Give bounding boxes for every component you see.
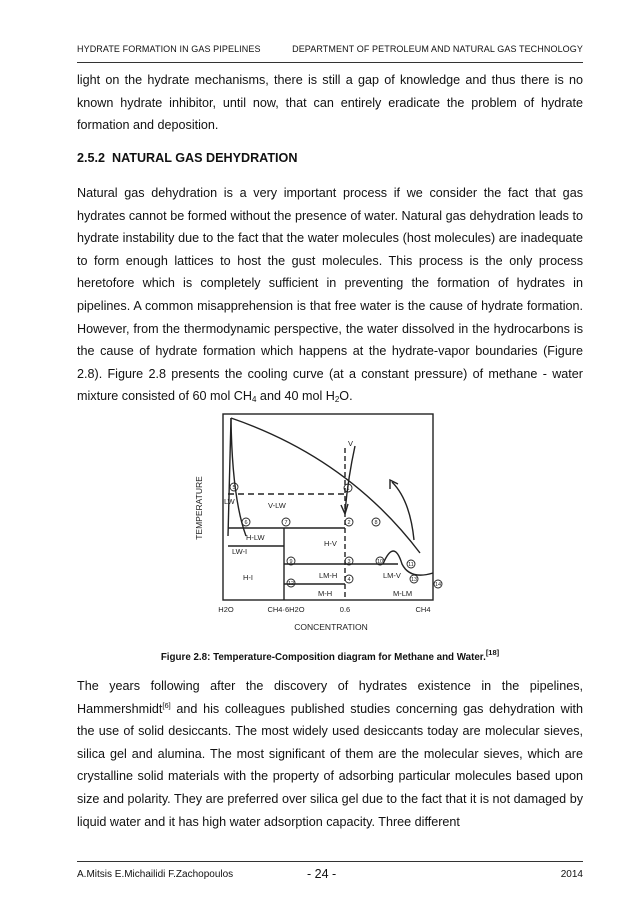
intro-paragraph: light on the hydrate mechanisms, there is still a gap of knowledge and thus there is no known hydrate inhibitor, until now, that can entirely eradicate the problem of hydrate formation and deposition. [77, 73, 583, 133]
region-label-h-i: H-I [243, 573, 253, 582]
region-label-h-v: H-V [324, 539, 337, 548]
region-label-v-lw: V-LW [268, 501, 286, 510]
paragraph1-sub-h2o: 2 [334, 395, 340, 405]
region-label-lw: LW [224, 497, 235, 506]
region-label-lw-i: LW-I [232, 547, 248, 556]
x-tick-0-6: 0.6 [339, 605, 351, 614]
svg-text:4: 4 [347, 577, 351, 583]
region-label-v: V [348, 439, 354, 448]
section-title: NATURAL GAS DEHYDRATION [112, 151, 298, 165]
section-heading [77, 151, 297, 165]
header-left: HYDRATE FORMATION IN GAS PIPELINES [77, 44, 261, 54]
caption-reference: [18] [485, 648, 500, 657]
point-9 [287, 557, 295, 565]
footer-authors: A.Mitsis E.Michailidi F.Zachopoulos [77, 869, 234, 880]
svg-text:3: 3 [347, 559, 351, 565]
svg-text:13: 13 [410, 577, 418, 583]
point-13 [410, 575, 418, 583]
region-label-m-h: M-H [318, 589, 333, 598]
region-label-h-lw: H-LW [246, 533, 265, 542]
header-rule [77, 62, 583, 63]
svg-text:5: 5 [232, 485, 236, 491]
page-footer [77, 868, 583, 884]
svg-text:8: 8 [374, 520, 378, 526]
paragraph2-text-a: The years following after the discovery of hydrates existence in the pipelines, Hammershmidt [77, 679, 583, 716]
footer-rule [77, 861, 583, 862]
point-10 [376, 557, 384, 565]
page-header [77, 44, 583, 58]
x-tick-h2o: H2O [218, 605, 234, 614]
svg-text:14: 14 [434, 582, 442, 588]
point-7 [282, 518, 290, 526]
svg-text:7: 7 [284, 520, 288, 526]
paragraph1-text-c: O. [339, 389, 353, 404]
point-8 [372, 518, 380, 526]
paragraph1-sub-ch4: 4 [251, 395, 257, 405]
point-6 [242, 518, 250, 526]
region-label-lm-v: LM-V [383, 571, 401, 580]
section-number: 2.5.2 [77, 151, 106, 165]
phase-diagram-figure [188, 408, 450, 640]
caption-text: Figure 2.8: Temperature-Composition diagram for Methane and Water. [160, 652, 486, 663]
svg-text:1: 1 [346, 486, 350, 492]
paragraph2-reference: [6] [162, 700, 171, 710]
paragraph1-text-b: and 40 mol H [256, 389, 335, 404]
paragraph-dehydration [77, 182, 583, 408]
x-tick-ch4: CH4 [415, 605, 431, 614]
point-2 [345, 518, 353, 526]
paragraph2-text-b: and his colleagues published studies concerning gas dehydration with the use of solid desiccants. The most widely used desiccants today are molecular sieves, silica gel and alumina. The most significant of them are the molecular sieves, which are crystalline solid materials with the property of adsorbing particular molecules based upon size and polarity. They are preferred over silica gel due to the fact that it is not damaged by liquid water and it has high water adsorption capacity. Three different [77, 701, 583, 829]
paragraph-desiccants [77, 675, 583, 833]
phase-diagram [188, 408, 450, 640]
footer-year: 2014 [560, 869, 583, 880]
page-number: - 24 - [307, 867, 337, 881]
point-5 [230, 483, 238, 491]
svg-text:6: 6 [244, 520, 248, 526]
svg-text:9: 9 [289, 559, 293, 565]
x-tick-hydrate: CH4·6H2O [267, 605, 305, 614]
point-11 [407, 560, 415, 568]
svg-text:2: 2 [347, 520, 351, 526]
svg-text:12: 12 [287, 581, 295, 587]
paragraph1-text-a: Natural gas dehydration is a very important process if we consider the fact that gas hydrates cannot be formed without the presence of water. Natural gas dehydration leads to hydrate instability due to the fact that the water molecules (host molecules) are inadequate to form enough lattices to host the gust molecules. This process is the only process heretofore which is completely sufficient in preventing the formation of hydrates in pipelines. A common misapprehension is that free water is the cause of hydrate formation. However, from the thermodynamic perspective, the water dissolved in the hydrocarbons is the cause of hydrate formation which happens at the hydrate-vapor boundaries (Figure 2.8). Figure 2.8 presents the cooling curve (at a constant pressure) of methane - water mixture consisted of 60 mol CH [77, 186, 583, 404]
point-14 [434, 580, 442, 588]
svg-text:11: 11 [408, 562, 414, 568]
y-axis-label: TEMPERATURE [194, 476, 204, 540]
region-label-m-lm: M-LM [393, 589, 413, 598]
point-12 [287, 579, 295, 587]
point-4 [345, 575, 353, 583]
water-saturation-curve [228, 418, 231, 536]
header-right: DEPARTMENT OF PETROLEUM AND NATURAL GAS TECHNOLOGY [292, 44, 583, 54]
svg-text:10: 10 [376, 559, 384, 565]
x-axis-label: CONCENTRATION [294, 622, 368, 632]
region-label-lm-h: LM-H [319, 571, 338, 580]
figure-caption [77, 648, 583, 663]
point-3 [345, 557, 353, 565]
